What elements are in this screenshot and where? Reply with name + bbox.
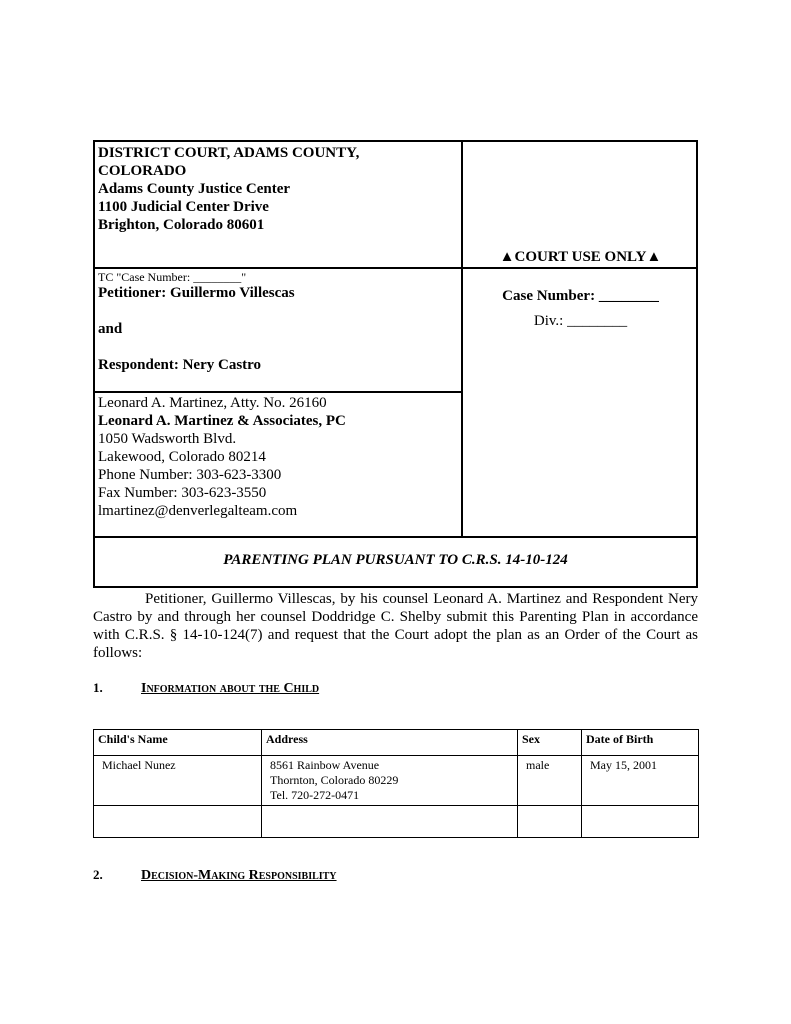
header-sex: Sex — [518, 730, 582, 756]
court-line: Brighton, Colorado 80601 — [98, 217, 265, 233]
intro-paragraph: Petitioner, Guillermo Villescas, by his counsel Leonard A. Martinez and Respondent Nery Castro by and through her counsel Doddridge C. Shelby submit this Parenting Plan in accordance with C.R.S. § 14-10-124(7) and request that the Court adopt the plan as an Order of the Court as follows: — [93, 591, 698, 661]
section-title: Information about the Child — [141, 681, 320, 696]
section-number: 1. — [93, 680, 103, 695]
empty-cell — [262, 806, 518, 838]
address-line: Tel. 720-272-0471 — [270, 788, 360, 802]
court-line: COLORADO — [98, 163, 187, 179]
header-address: Address — [262, 730, 518, 756]
case-caption — [93, 140, 698, 588]
section-heading-2 — [93, 867, 337, 884]
attorney-block — [98, 394, 458, 520]
parties-block — [98, 270, 458, 374]
cell-date-of-birth: May 15, 2001 — [582, 756, 699, 806]
caption-divider-vertical — [461, 142, 463, 536]
child-info-table — [93, 729, 699, 838]
section-number: 2. — [93, 867, 103, 882]
attorney-street: 1050 Wadsworth Blvd. — [98, 431, 237, 447]
attorney-name: Leonard A. Martinez, Atty. No. 26160 — [98, 395, 327, 411]
table-row — [94, 756, 699, 806]
respondent: Respondent: Nery Castro — [98, 357, 262, 373]
petitioner: Petitioner: Guillermo Villescas — [98, 285, 295, 301]
court-line: Adams County Justice Center — [98, 181, 291, 197]
division: Div.: ________ — [533, 313, 628, 329]
court-line: DISTRICT COURT, ADAMS COUNTY, — [98, 145, 360, 161]
attorney-firm: Leonard A. Martinez & Associates, PC — [98, 413, 346, 429]
empty-cell — [94, 806, 262, 838]
empty-cell — [518, 806, 582, 838]
empty-cell — [582, 806, 699, 838]
cell-sex: male — [518, 756, 582, 806]
section-heading-1 — [93, 680, 319, 697]
attorney-city: Lakewood, Colorado 80214 — [98, 449, 266, 465]
caption-divider — [95, 536, 696, 538]
case-number-block — [463, 288, 698, 330]
attorney-fax: Fax Number: 303-623-3550 — [98, 485, 267, 501]
section-title: Decision-Making Responsibility — [141, 868, 337, 883]
table-row-empty — [94, 806, 699, 838]
caption-divider — [95, 391, 463, 393]
cell-address — [262, 756, 518, 806]
and-text: and — [98, 321, 123, 337]
case-number: Case Number: ________ — [502, 288, 659, 304]
header-child-name: Child's Name — [94, 730, 262, 756]
header-date-of-birth: Date of Birth — [582, 730, 699, 756]
table-header-row — [94, 730, 699, 756]
document-title: PARENTING PLAN PURSUANT TO C.R.S. 14-10-124 — [223, 552, 568, 568]
cell-child-name: Michael Nunez — [94, 756, 262, 806]
caption-divider — [95, 267, 696, 269]
tc-case-number: TC "Case Number: ________" — [98, 270, 247, 284]
address-line: Thornton, Colorado 80229 — [270, 773, 399, 787]
court-line: 1100 Judicial Center Drive — [98, 199, 269, 215]
court-use-only: ▲COURT USE ONLY▲ — [499, 249, 662, 265]
attorney-phone: Phone Number: 303-623-3300 — [98, 467, 282, 483]
court-name-block — [98, 144, 438, 234]
address-line: 8561 Rainbow Avenue — [270, 758, 380, 772]
attorney-email: lmartinez@denverlegalteam.com — [98, 503, 298, 519]
